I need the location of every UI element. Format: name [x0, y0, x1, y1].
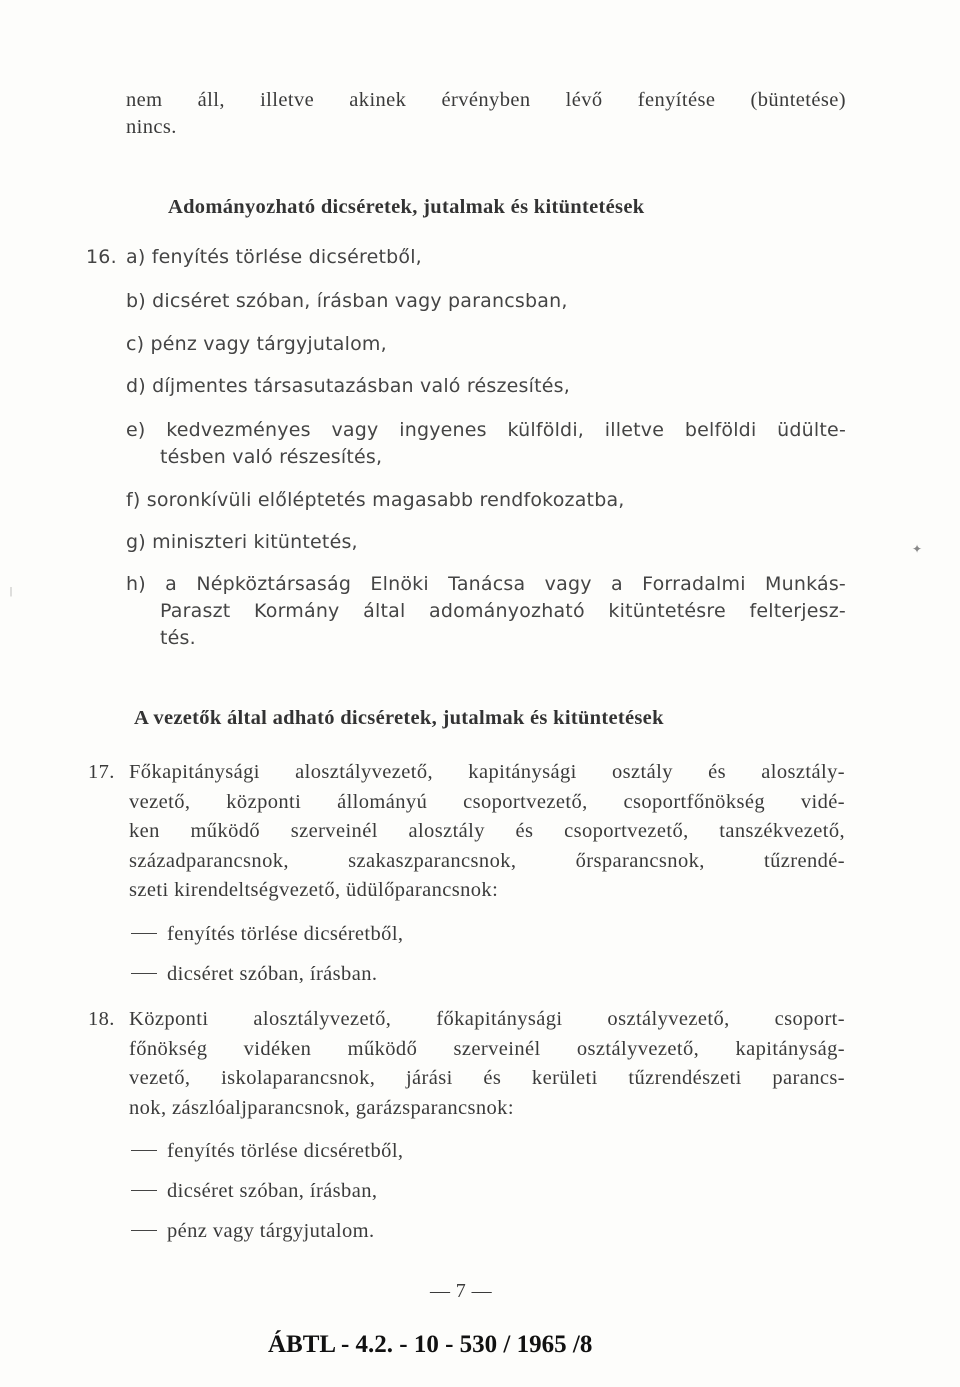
p18-line-1: Központi alosztályvezető, főkapitánysági osztályvezető, csoport-	[129, 1008, 845, 1030]
list-item-d: d) díjmentes társasutazásban való részesítés,	[126, 375, 570, 397]
dash-icon	[131, 1150, 157, 1151]
archive-reference: ÁBTL - 4.2. - 10 - 530 / 1965 /8	[268, 1331, 593, 1358]
dash-icon	[131, 933, 157, 934]
intro-line-1: nem áll, illetve akinek érvényben lévő fenyítése (büntetése)	[126, 89, 846, 111]
p18-bullet-3-text: pénz vagy tárgyjutalom.	[167, 1220, 375, 1242]
scan-speck: |	[10, 586, 13, 597]
list-item-h: h) a Népköztársaság Elnöki Tanácsa vagy a Forradalmi Munkás-	[126, 573, 846, 595]
p18-line-4: nok, zászlóaljparancsnok, garázsparancsnok:	[129, 1097, 514, 1119]
p17-line-2: vezető, központi állományú csoportvezető, csoportfőnökség vidé-	[129, 791, 845, 813]
p18-line-3: vezető, iskolaparancsnok, járási és kerületi tűzrendészeti parancs-	[129, 1067, 845, 1089]
list-item-b: b) dicséret szóban, írásban vagy parancsban,	[126, 290, 568, 312]
p17-bullet-2	[131, 963, 377, 986]
p17-bullet-1-text: fenyítés törlése dicséretből,	[167, 923, 404, 945]
dash-icon	[131, 1230, 157, 1231]
section-heading-vezetok: A vezetők által adható dicséretek, jutalmak és kitüntetések	[134, 707, 664, 729]
p18-bullet-1	[131, 1140, 403, 1163]
list-item-a: a) fenyítés törlése dicséretből,	[126, 246, 422, 268]
p18-bullet-2-text: dicséret szóban, írásban,	[167, 1180, 378, 1202]
p18-bullet-3	[131, 1220, 375, 1243]
p17-line-3: ken működő szerveinél alosztály és csoportvezető, tanszékvezető,	[129, 820, 845, 842]
p17-bullet-1	[131, 923, 403, 946]
p17-line-5: szeti kirendeltségvezető, üdülőparancsnok:	[129, 879, 499, 901]
paragraph-number-17: 17.	[88, 761, 115, 783]
list-item-g: g) miniszteri kitüntetés,	[126, 531, 358, 553]
list-item-h-cont-2: tés.	[160, 627, 196, 649]
section-heading-adomanyozhato: Adományozható dicséretek, jutalmak és kitüntetések	[168, 196, 645, 218]
list-item-c: c) pénz vagy tárgyjutalom,	[126, 333, 387, 355]
paragraph-number-18: 18.	[88, 1008, 115, 1030]
paragraph-number-16: 16.	[86, 246, 117, 268]
list-item-e-cont: tésben való részesítés,	[160, 446, 383, 468]
page-number: — 7 —	[430, 1280, 492, 1302]
list-item-f: f) soronkívüli előléptetés magasabb rendfokozatba,	[126, 489, 625, 511]
list-item-h-cont-1: Paraszt Kormány által adományozható kitüntetésre felterjesz-	[160, 600, 846, 622]
list-item-e: e) kedvezményes vagy ingyenes külföldi, illetve belföldi üdülte-	[126, 419, 846, 441]
dash-icon	[131, 973, 157, 974]
scan-speck: ✦	[912, 542, 923, 556]
intro-line-2: nincs.	[126, 116, 177, 138]
p18-bullet-1-text: fenyítés törlése dicséretből,	[167, 1140, 404, 1162]
p18-bullet-2	[131, 1180, 377, 1203]
dash-icon	[131, 1190, 157, 1191]
p17-line-4: századparancsnok, szakaszparancsnok, őrsparancsnok, tűzrendé-	[129, 850, 845, 872]
p18-line-2: főnökség vidéken működő szerveinél osztályvezető, kapitányság-	[129, 1038, 845, 1060]
p17-bullet-2-text: dicséret szóban, írásban.	[167, 963, 378, 985]
p17-line-1: Főkapitánysági alosztályvezető, kapitánysági osztály és alosztály-	[129, 761, 845, 783]
